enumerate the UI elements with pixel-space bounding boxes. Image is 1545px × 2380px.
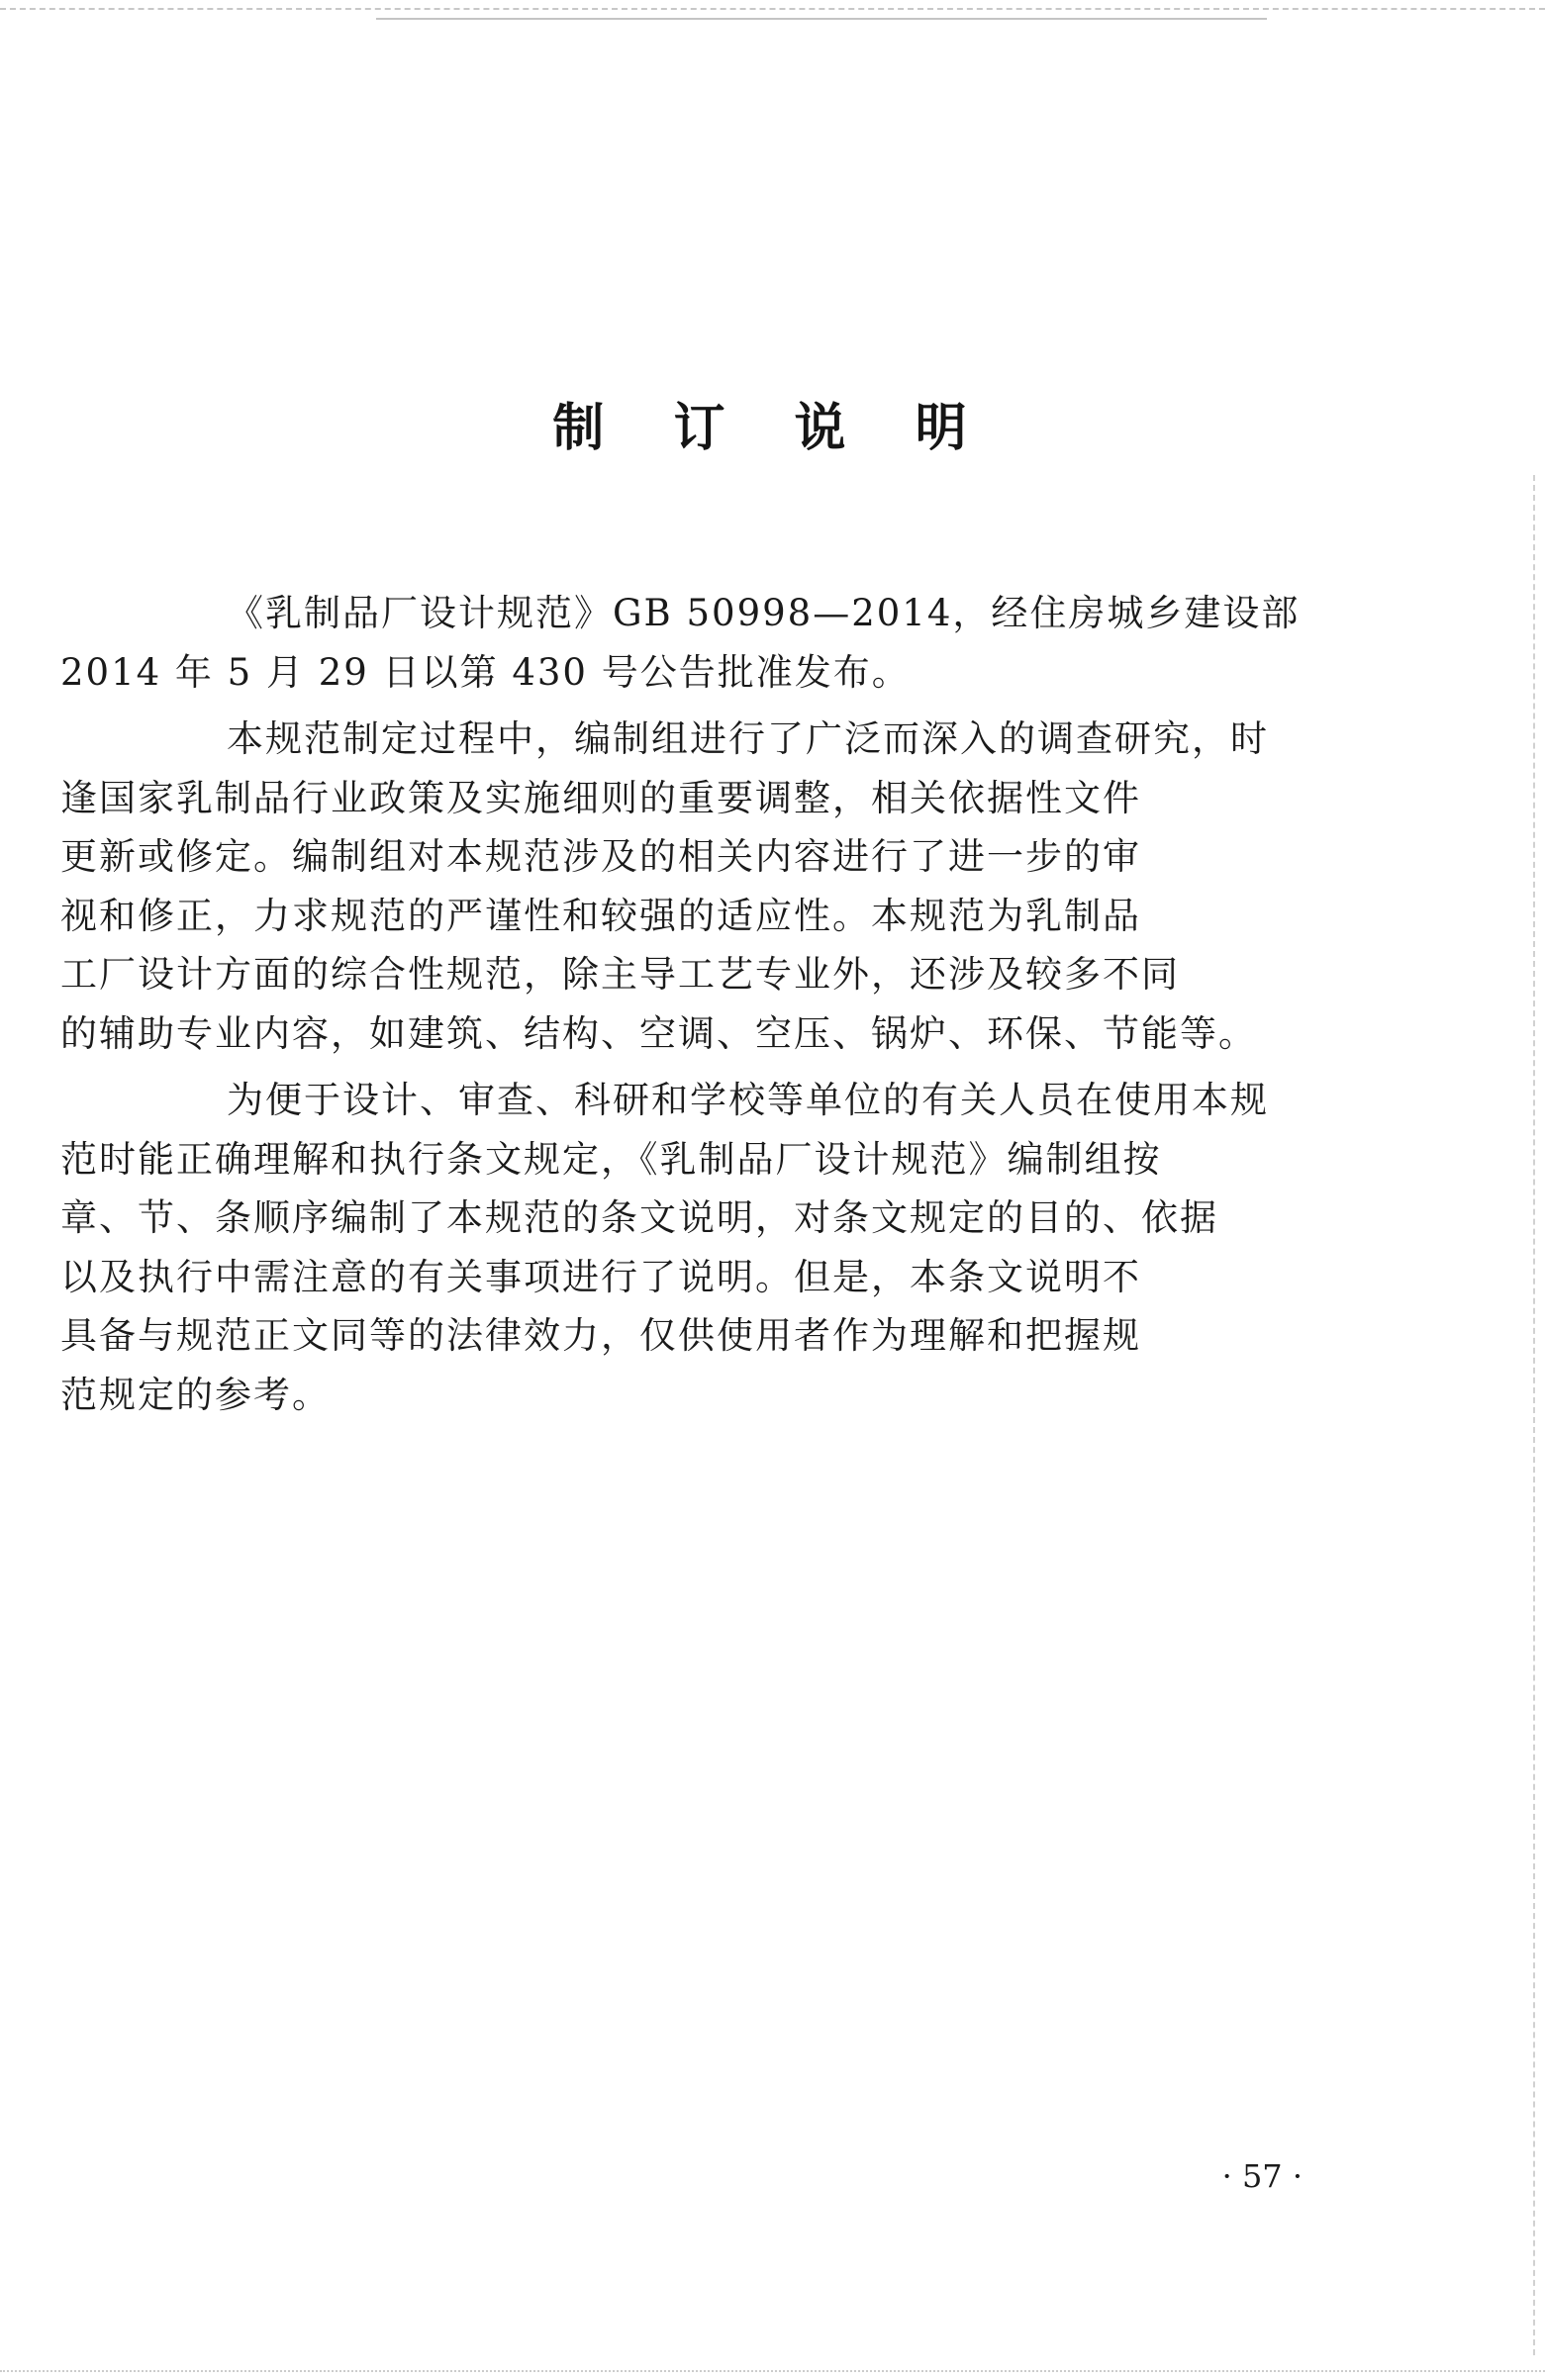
paragraph-line: 更新或修定。编制组对本规范涉及的相关内容进行了进一步的审 bbox=[60, 835, 1141, 878]
paragraph-line: 本规范制定过程中，编制组进行了广泛而深入的调查研究，时 bbox=[227, 717, 1269, 760]
page-number: · 57 · bbox=[1221, 2157, 1303, 2195]
paragraph-line: 2014 年 5 月 29 日以第 430 号公告批准发布。 bbox=[60, 650, 911, 694]
page-title: 制 订 说 明 bbox=[552, 399, 993, 458]
paragraph-line: 《乳制品厂设计规范》GB 50998—2014，经住房城乡建设部 bbox=[227, 592, 1301, 634]
paragraph-line: 范规定的参考。 bbox=[60, 1373, 331, 1416]
paragraph-line: 工厂设计方面的综合性规范，除主导工艺专业外，还涉及较多不同 bbox=[60, 953, 1180, 996]
paragraph-1 bbox=[60, 584, 1341, 702]
paragraph-line: 章、节、条顺序编制了本规范的条文说明，对条文规定的目的、依据 bbox=[60, 1196, 1218, 1239]
scan-edge-right bbox=[1533, 475, 1535, 2355]
paragraph-line: 以及执行中需注意的有关事项进行了说明。但是，本条文说明不 bbox=[60, 1255, 1141, 1298]
paragraph-line: 视和修正，力求规范的严谨性和较强的适应性。本规范为乳制品 bbox=[60, 894, 1141, 937]
paragraph-line: 为便于设计、审查、科研和学校等单位的有关人员在使用本规 bbox=[227, 1079, 1269, 1121]
paragraph-3 bbox=[60, 1071, 1341, 1424]
paragraph-line: 的辅助专业内容，如建筑、结构、空调、空压、锅炉、环保、节能等。 bbox=[60, 1011, 1257, 1055]
body-text bbox=[60, 584, 1341, 1432]
paragraph-2 bbox=[60, 710, 1341, 1063]
scan-edge-top bbox=[0, 8, 1545, 10]
paragraph-line: 范时能正确理解和执行条文规定，《乳制品厂设计规范》编制组按 bbox=[60, 1137, 1162, 1181]
paragraph-line: 逢国家乳制品行业政策及实施细则的重要调整，相关依据性文件 bbox=[60, 776, 1141, 819]
paragraph-line: 具备与规范正文同等的法律效力，仅供使用者作为理解和把握规 bbox=[60, 1314, 1141, 1357]
scan-edge-bottom bbox=[0, 2370, 1545, 2372]
scan-edge-top-line bbox=[376, 18, 1267, 20]
